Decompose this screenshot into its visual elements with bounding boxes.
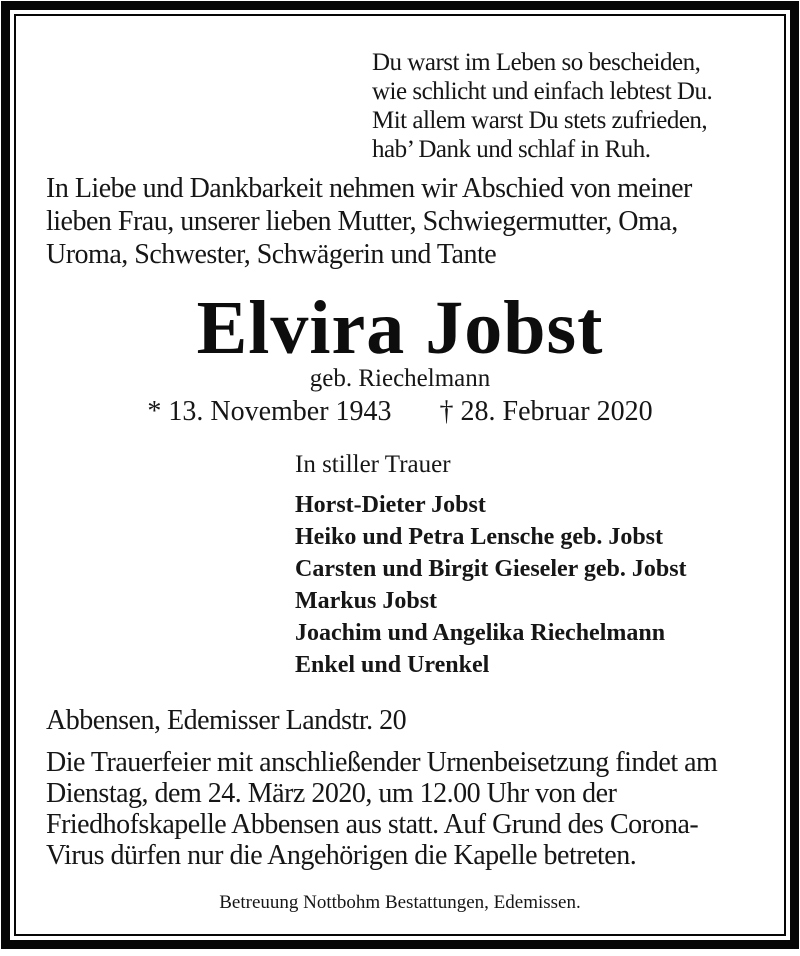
life-dates [16, 397, 784, 427]
inner-border [14, 14, 786, 936]
birth-date: * 13. November 1943 [147, 396, 392, 427]
address-line: Abbensen, Edemisser Landstr. 20 [46, 705, 407, 736]
maiden-name: geb. Riechelmann [309, 365, 491, 392]
mourner: Joachim und Angelika Riechelmann [295, 620, 666, 646]
mourner: Heiko und Petra Lensche geb. Jobst [295, 524, 664, 550]
funeral-line: Die Trauerfeier mit anschließender Urnenbeisetzung findet am [46, 747, 718, 778]
outer-border [1, 1, 799, 949]
death-date: † 28. Februar 2020 [439, 396, 653, 427]
funeral-line: Virus dürfen nur die Angehörigen die Kapelle betreten. [46, 840, 637, 871]
funeral-home-note: Betreuung Nottbohm Bestattungen, Edemissen. [219, 892, 581, 913]
funeral-line: Friedhofskapelle Abbensen aus statt. Auf Grund des Corona- [46, 809, 699, 840]
intro-paragraph [46, 172, 784, 271]
memorial-poem [372, 48, 784, 164]
mourner: Enkel und Urenkel [295, 652, 490, 678]
mourner: Carsten und Birgit Gieseler geb. Jobst [295, 556, 687, 582]
intro-line: lieben Frau, unserer lieben Mutter, Schwiegermutter, Oma, [46, 206, 678, 237]
deceased-name: Elvira Jobst [196, 286, 604, 370]
poem-line: hab’ Dank und schlaf in Ruh. [372, 136, 651, 163]
poem-line: wie schlicht und einfach lebtest Du. [372, 78, 713, 105]
mourners-list [295, 489, 784, 681]
funeral-line: Dienstag, dem 24. März 2020, um 12.00 Uhr von der [46, 778, 617, 809]
poem-line: Du warst im Leben so bescheiden, [372, 49, 701, 76]
mourner: Horst-Dieter Jobst [295, 492, 486, 518]
mourning-intro: In stiller Trauer [295, 451, 451, 478]
funeral-info [46, 747, 784, 871]
intro-line: Uroma, Schwester, Schwägerin und Tante [46, 239, 497, 270]
intro-line: In Liebe und Dankbarkeit nehmen wir Abschied von meiner [46, 173, 692, 204]
poem-line: Mit allem warst Du stets zufrieden, [372, 107, 708, 134]
mourner: Markus Jobst [295, 588, 438, 614]
